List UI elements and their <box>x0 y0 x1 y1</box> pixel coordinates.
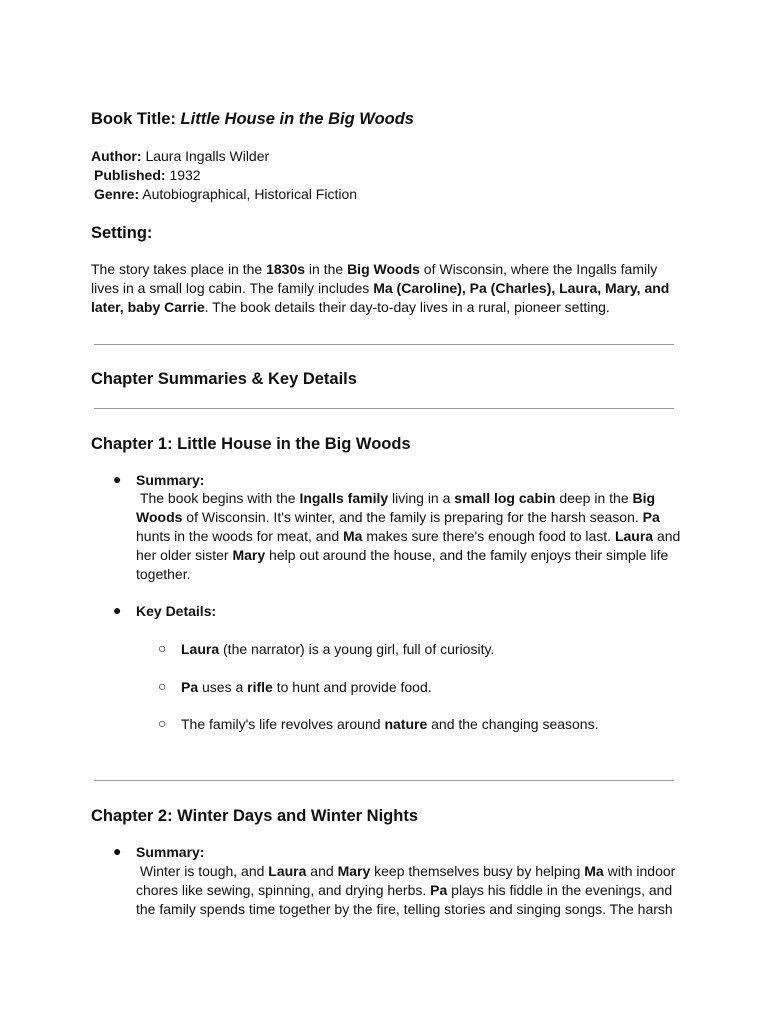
circle-bullet-icon: ○ <box>158 640 167 656</box>
book-title-value: Little House in the Big Woods <box>180 110 414 128</box>
genre-line: Genre: Autobiographical, Historical Fiction <box>94 186 358 202</box>
chapter-1-summary-label: Summary: <box>136 472 205 488</box>
key-detail-item: The family's life revolves around nature and the changing seasons. <box>181 716 599 732</box>
chapter-1-summary-text: The book begins with the Ingalls family living in a small log cabin deep in the Big Woods of Wisconsin. It's winter, and the family is preparing for the harsh season. Pa hunts in the woods for meat, and Ma makes sure there's enough food to last. Laura and her older sister Mary help out around the house, and the family enjoys their simple life together. <box>136 490 681 582</box>
bullet-icon: ● <box>113 843 122 859</box>
chapter-1-heading: Chapter 1: Little House in the Big Woods <box>91 435 411 453</box>
chapter-2-heading: Chapter 2: Winter Days and Winter Nights <box>91 807 418 825</box>
chapter-2-summary-text: Winter is tough, and Laura and Mary keep themselves busy by helping Ma with indoor chores like sewing, spinning, and drying herbs. Pa plays his fiddle in the evenings, and the family spends time together by the fire, telling stories and singing songs. The harsh <box>136 863 676 917</box>
circle-bullet-icon: ○ <box>158 678 167 694</box>
book-title: Book Title: Little House in the Big Woods <box>91 110 414 128</box>
chapter-summaries-heading: Chapter Summaries & Key Details <box>91 370 357 388</box>
author-line: Author: Laura Ingalls Wilder <box>91 148 270 164</box>
bullet-icon: ● <box>113 471 122 487</box>
chapter-2-summary-label: Summary: <box>136 844 205 860</box>
divider <box>94 408 674 409</box>
setting-paragraph: The story takes place in the 1830s in the Big Woods of Wisconsin, where the Ingalls family lives in a small log cabin. The family includes Ma (Caroline), Pa (Charles), Laura, Mary, and later, baby Carrie. The book details their day-to-day lives in a rural, pioneer setting. <box>91 261 670 315</box>
circle-bullet-icon: ○ <box>158 715 167 731</box>
published-line: Published: 1932 <box>94 167 201 183</box>
chapter-1-key-details-label: Key Details: <box>136 603 217 619</box>
bullet-icon: ● <box>113 602 122 618</box>
divider <box>94 780 674 781</box>
key-detail-item: Laura (the narrator) is a young girl, full of curiosity. <box>181 641 495 657</box>
divider <box>94 344 674 345</box>
setting-heading: Setting: <box>91 224 153 242</box>
key-detail-item: Pa uses a rifle to hunt and provide food. <box>181 679 432 695</box>
